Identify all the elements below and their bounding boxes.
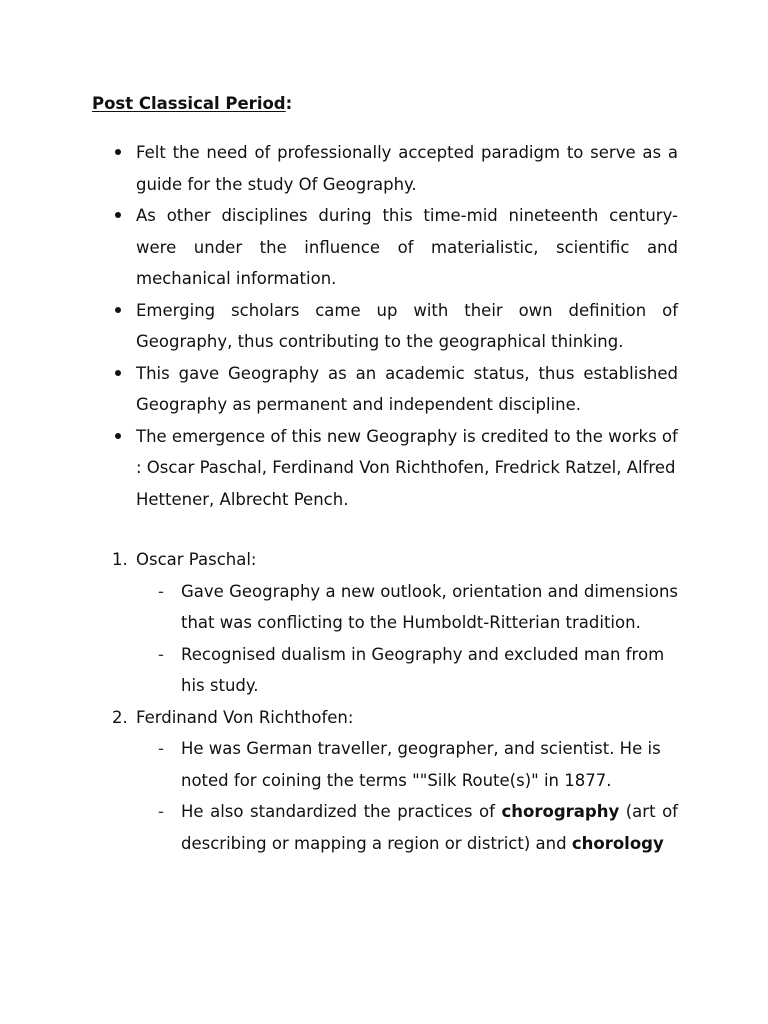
numbered-item-heading [112, 702, 678, 734]
bullet-item: Felt the need of professionally accepted paradigm to serve as a guide for the study Of Geography. [136, 137, 678, 200]
numbered-item-heading [112, 544, 678, 576]
item-number: 1. [112, 550, 128, 569]
bullet-item: Emerging scholars came up with their own definition of Geography, thus contributing to the geographical thinking. [136, 295, 678, 358]
text-run-bold: chorography [501, 802, 620, 821]
bullet-item: This gave Geography as an academic status, thus established Geography as permanent and independent discipline. [136, 358, 678, 421]
text-run: (art of describing or mapping a region or district) and [181, 802, 678, 853]
text-run: and [498, 739, 541, 758]
heading-colon: : [285, 94, 293, 113]
text-run-emphasis: scientist [540, 739, 610, 758]
sub-point: - Gave Geography a new outlook, orientation and dimensions that was conflicting to the Humboldt-Ritterian tradition. [181, 576, 678, 639]
numbered-list [112, 544, 678, 859]
text-run-bold: chorology [571, 833, 664, 853]
text-run: He was [181, 739, 247, 758]
numbered-item-oscar-paschal [112, 544, 678, 702]
sub-point-list [112, 733, 678, 859]
sub-point [181, 733, 678, 796]
sub-point: - Recognised dualism in Geography and excluded man from his study. [181, 639, 678, 702]
text-run: . He is noted for coining the terms ""Silk Route(s)" in 1877. [181, 739, 661, 790]
item-title: Oscar Paschal: [136, 550, 257, 569]
text-run: He also standardized the practices of [181, 802, 502, 821]
sub-point-list [112, 576, 678, 702]
bullet-item: As other disciplines during this time-mid nineteenth century- were under the influence of materialistic, scientific and mechanical information. [136, 200, 678, 295]
numbered-item-richthofen [112, 702, 678, 860]
item-title: Ferdinand Von Richthofen: [136, 707, 354, 727]
bullet-item: The emergence of this new Geography is credited to the works of : Oscar Paschal, Ferdinand Von Richthofen, Fredrick Ratzel, Alfred Hettener, Albrecht Pench. [136, 421, 678, 516]
sub-point [181, 796, 678, 859]
item-number: 2. [112, 707, 128, 727]
heading-title: Post Classical Period [92, 94, 286, 113]
section-heading [92, 93, 292, 115]
bullet-list [136, 137, 678, 515]
text-run-emphasis: German traveller, geographer, [246, 739, 499, 758]
